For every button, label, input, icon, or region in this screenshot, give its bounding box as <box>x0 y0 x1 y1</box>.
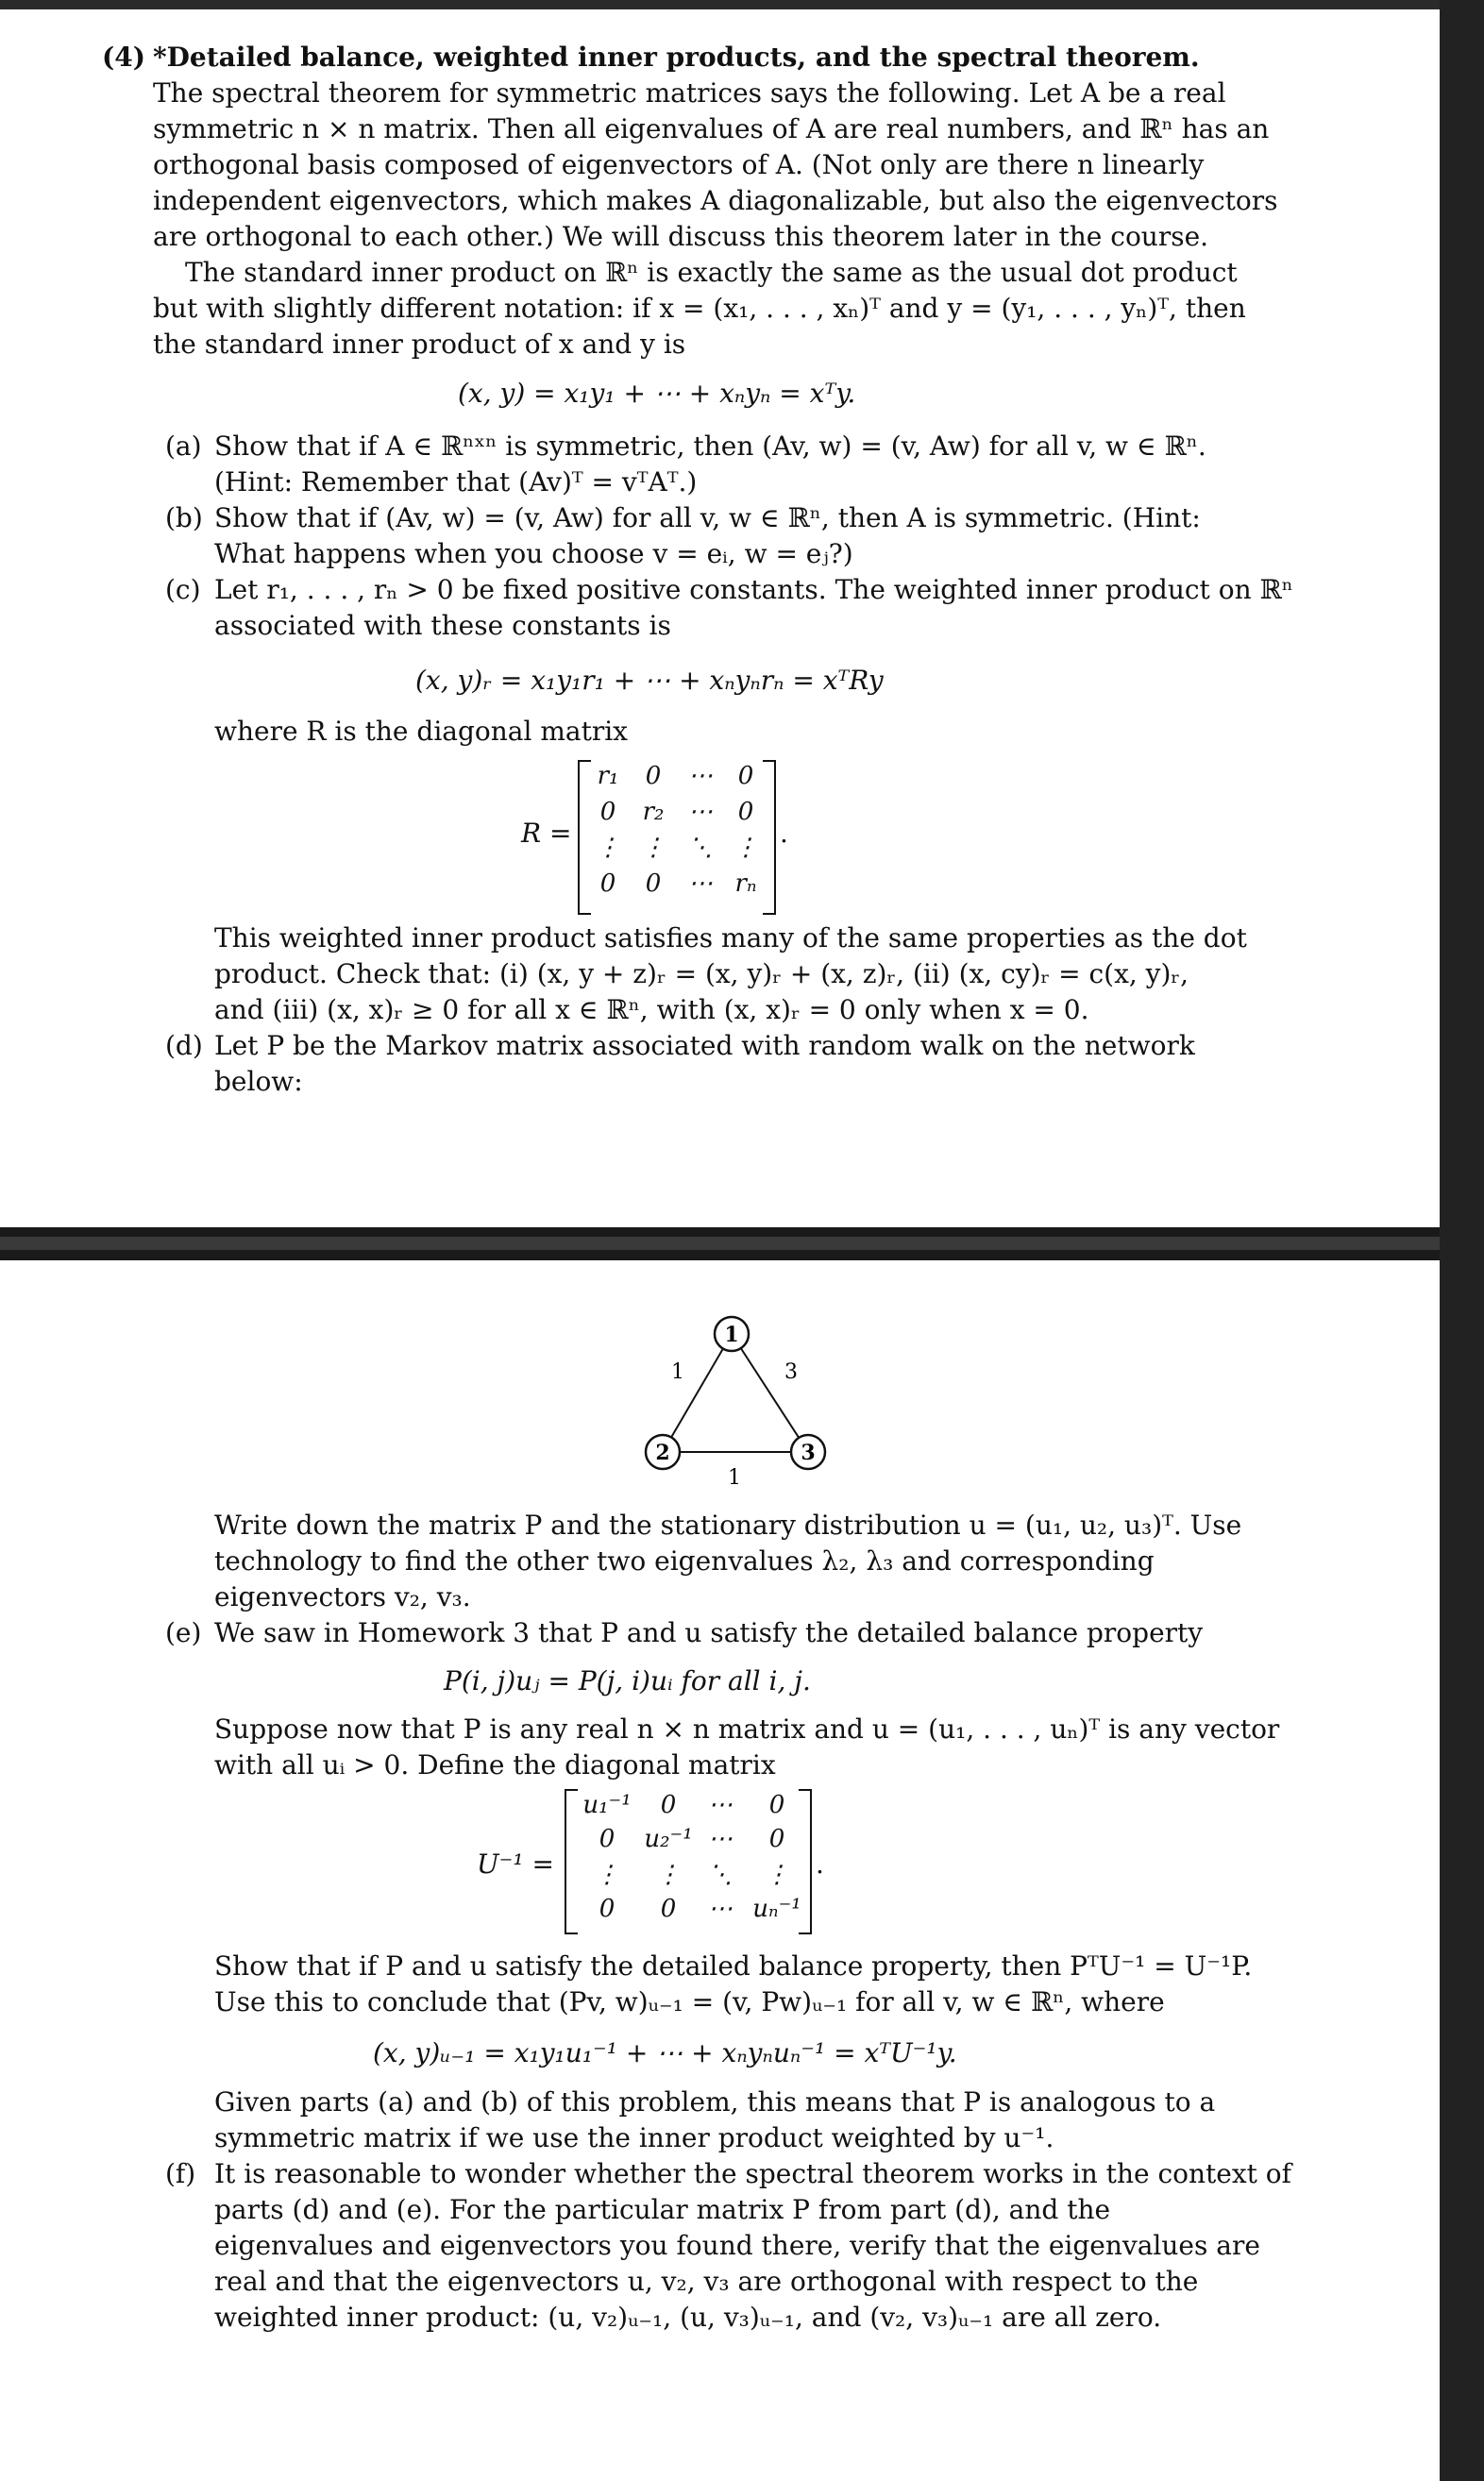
edge-1-3-weight: 3 <box>784 1360 798 1384</box>
matrix-cell: 0 <box>768 1825 785 1853</box>
problem-title: *Detailed balance, weighted inner products, and the spectral theorem. <box>153 42 1200 73</box>
matrix-u-label: U⁻¹ = <box>477 1848 554 1880</box>
matrix-u-inverse <box>565 1789 812 1931</box>
matrix-cell: ⋮ <box>656 1861 681 1889</box>
intro-line: but with slightly different notation: if x = (x₁, . . . , xₙ)ᵀ and y = (y₁, . . . , yₙ)ᵀ, then <box>153 293 1246 324</box>
part-d-line: Let P be the Markov matrix associated with random walk on the network <box>214 1030 1195 1061</box>
matrix-cell: ⋮ <box>641 834 666 862</box>
part-c-line: Let r₁, . . . , rₙ > 0 be fixed positive constants. The weighted inner product on ℝⁿ <box>214 574 1293 605</box>
matrix-cell: ⋯ <box>688 869 713 898</box>
matrix-cell: 0 <box>660 1895 677 1923</box>
part-d-line: Write down the matrix P and the stationary distribution u = (u₁, u₂, u₃)ᵀ. Use <box>214 1510 1242 1541</box>
part-a-line: (Hint: Remember that (Av)ᵀ = vᵀAᵀ.) <box>214 466 698 498</box>
matrix-cell: ⋮ <box>734 834 758 862</box>
part-c-where: where R is the diagonal matrix <box>214 716 628 747</box>
matrix-cell: 0 <box>645 869 662 898</box>
matrix-cell: ⋱ <box>708 1861 733 1889</box>
page-divider-strip <box>0 1237 1440 1250</box>
matrix-cell: 0 <box>768 1791 785 1819</box>
equation-weighted-u-inverse: (x, y)ᵤ₋₁ = x₁y₁u₁⁻¹ + ⋯ + xₙyₙuₙ⁻¹ = xᵀU⁻¹y. <box>373 2037 957 2068</box>
part-b-line: Show that if (Av, w) = (v, Aw) for all v, w ∈ ℝⁿ, then A is symmetric. (Hint: <box>214 502 1201 533</box>
matrix-cell: u₂⁻¹ <box>644 1825 693 1853</box>
matrix-u-trail: . <box>816 1848 824 1880</box>
matrix-cell: ⋮ <box>596 834 620 862</box>
matrix-cell: ⋯ <box>688 762 713 790</box>
edge-1-2 <box>663 1334 732 1452</box>
edge-2-3-weight: 1 <box>728 1466 741 1490</box>
intro-line: the standard inner product of x and y is <box>153 329 686 360</box>
part-e-line: symmetric matrix if we use the inner product weighted by u⁻¹. <box>214 2122 1054 2153</box>
matrix-cell: ⋮ <box>765 1861 789 1889</box>
part-d-line: eigenvectors v₂, v₃. <box>214 1581 471 1612</box>
matrix-cell: 0 <box>599 1895 616 1923</box>
intro-line: symmetric n × n matrix. Then all eigenvalues of A are real numbers, and ℝⁿ has an <box>153 113 1270 144</box>
part-c-line: associated with these constants is <box>214 610 671 641</box>
matrix-cell: 0 <box>737 798 754 826</box>
part-a-line: Show that if A ∈ ℝⁿˣⁿ is symmetric, then (Av, w) = (v, Aw) for all v, w ∈ ℝⁿ. <box>214 430 1206 462</box>
matrix-cell: ⋯ <box>688 798 713 826</box>
part-f-line: eigenvalues and eigenvectors you found there, verify that the eigenvalues are <box>214 2230 1260 2261</box>
part-e-line: Show that if P and u satisfy the detailed balance property, then PᵀU⁻¹ = U⁻¹P. <box>214 1950 1253 1982</box>
intro-line: The spectral theorem for symmetric matrices says the following. Let A be a real <box>153 77 1226 109</box>
equation-weighted-inner-product: (x, y)ᵣ = x₁y₁r₁ + ⋯ + xₙyₙrₙ = xᵀRy <box>415 665 884 696</box>
network-graph <box>623 1303 850 1492</box>
matrix-cell: r₂ <box>642 798 665 826</box>
part-e-line: with all uᵢ > 0. Define the diagonal matrix <box>214 1749 776 1781</box>
part-f-line: real and that the eigenvectors u, v₂, v₃ are orthogonal with respect to the <box>214 2266 1199 2297</box>
part-f-line: parts (d) and (e). For the particular matrix P from part (d), and the <box>214 2194 1111 2225</box>
top-edge <box>0 0 1440 9</box>
part-b-line: What happens when you choose v = eᵢ, w = eⱼ?) <box>214 538 853 569</box>
part-e-line: Suppose now that P is any real n × n matrix and u = (u₁, . . . , uₙ)ᵀ is any vector <box>214 1713 1280 1745</box>
matrix-cell: r₁ <box>597 762 619 790</box>
part-c-line: This weighted inner product satisfies many of the same properties as the dot <box>214 922 1247 954</box>
part-e-line: Given parts (a) and (b) of this problem, this means that P is analogous to a <box>214 2086 1216 2118</box>
intro-line: are orthogonal to each other.) We will discuss this theorem later in the course. <box>153 221 1209 252</box>
part-f-line: It is reasonable to wonder whether the spectral theorem works in the context of <box>214 2158 1291 2189</box>
part-f-label: (f) <box>165 2158 196 2189</box>
part-d-line: technology to find the other two eigenvalues λ₂, λ₃ and corresponding <box>214 1545 1155 1577</box>
matrix-cell: 0 <box>645 762 662 790</box>
part-d-line: below: <box>214 1066 303 1097</box>
part-e-line: Use this to conclude that (Pv, w)ᵤ₋₁ = (v, Pw)ᵤ₋₁ for all v, w ∈ ℝⁿ, where <box>214 1986 1165 2017</box>
part-c-line: product. Check that: (i) (x, y + z)ᵣ = (x, y)ᵣ + (x, z)ᵣ, (ii) (x, cy)ᵣ = c(x, y)ᵣ, <box>214 958 1189 989</box>
matrix-r-trail: . <box>780 818 788 849</box>
equation-detailed-balance: P(i, j)uⱼ = P(j, i)uᵢ for all i, j. <box>444 1665 811 1696</box>
matrix-r-label: R = <box>521 818 572 849</box>
matrix-cell: ⋯ <box>708 1825 733 1853</box>
intro-line: orthogonal basis composed of eigenvectors of A. (Not only are there n linearly <box>153 149 1205 180</box>
problem-number: (4) <box>102 42 145 73</box>
matrix-cell: ⋯ <box>708 1791 733 1819</box>
edge-1-3 <box>732 1334 808 1452</box>
part-b-label: (b) <box>165 502 203 533</box>
matrix-cell: 0 <box>737 762 754 790</box>
part-e-label: (e) <box>165 1617 202 1648</box>
matrix-cell: 0 <box>599 869 616 898</box>
matrix-r <box>578 760 776 911</box>
part-c-line: and (iii) (x, x)ᵣ ≥ 0 for all x ∈ ℝⁿ, with (x, x)ᵣ = 0 only when x = 0. <box>214 994 1089 1025</box>
part-d-label: (d) <box>165 1030 203 1061</box>
part-a-label: (a) <box>165 430 202 462</box>
equation-standard-inner-product: (x, y) = x₁y₁ + ⋯ + xₙyₙ = xᵀy. <box>458 378 856 409</box>
intro-line: independent eigenvectors, which makes A diagonalizable, but also the eigenvectors <box>153 185 1278 216</box>
matrix-cell: ⋯ <box>708 1895 733 1923</box>
matrix-cell: ⋱ <box>688 834 713 862</box>
part-e-line: We saw in Homework 3 that P and u satisfy the detailed balance property <box>214 1617 1204 1648</box>
node-3-label: 3 <box>801 1441 816 1465</box>
right-edge-bar <box>1440 0 1484 2481</box>
matrix-cell: uₙ⁻¹ <box>752 1895 801 1923</box>
part-f-line: weighted inner product: (u, v₂)ᵤ₋₁, (u, v₃)ᵤ₋₁, and (v₂, v₃)ᵤ₋₁ are all zero. <box>214 2302 1162 2333</box>
node-2-label: 2 <box>655 1441 670 1465</box>
matrix-cell: u₁⁻¹ <box>582 1791 632 1819</box>
intro-line: The standard inner product on ℝⁿ is exactly the same as the usual dot product <box>185 257 1238 288</box>
matrix-cell: ⋮ <box>595 1861 619 1889</box>
node-1-label: 1 <box>724 1323 739 1347</box>
matrix-cell: 0 <box>599 798 616 826</box>
matrix-cell: rₙ <box>734 869 757 898</box>
edge-1-2-weight: 1 <box>671 1360 684 1384</box>
matrix-cell: 0 <box>660 1791 677 1819</box>
matrix-cell: 0 <box>599 1825 616 1853</box>
part-c-label: (c) <box>165 574 201 605</box>
